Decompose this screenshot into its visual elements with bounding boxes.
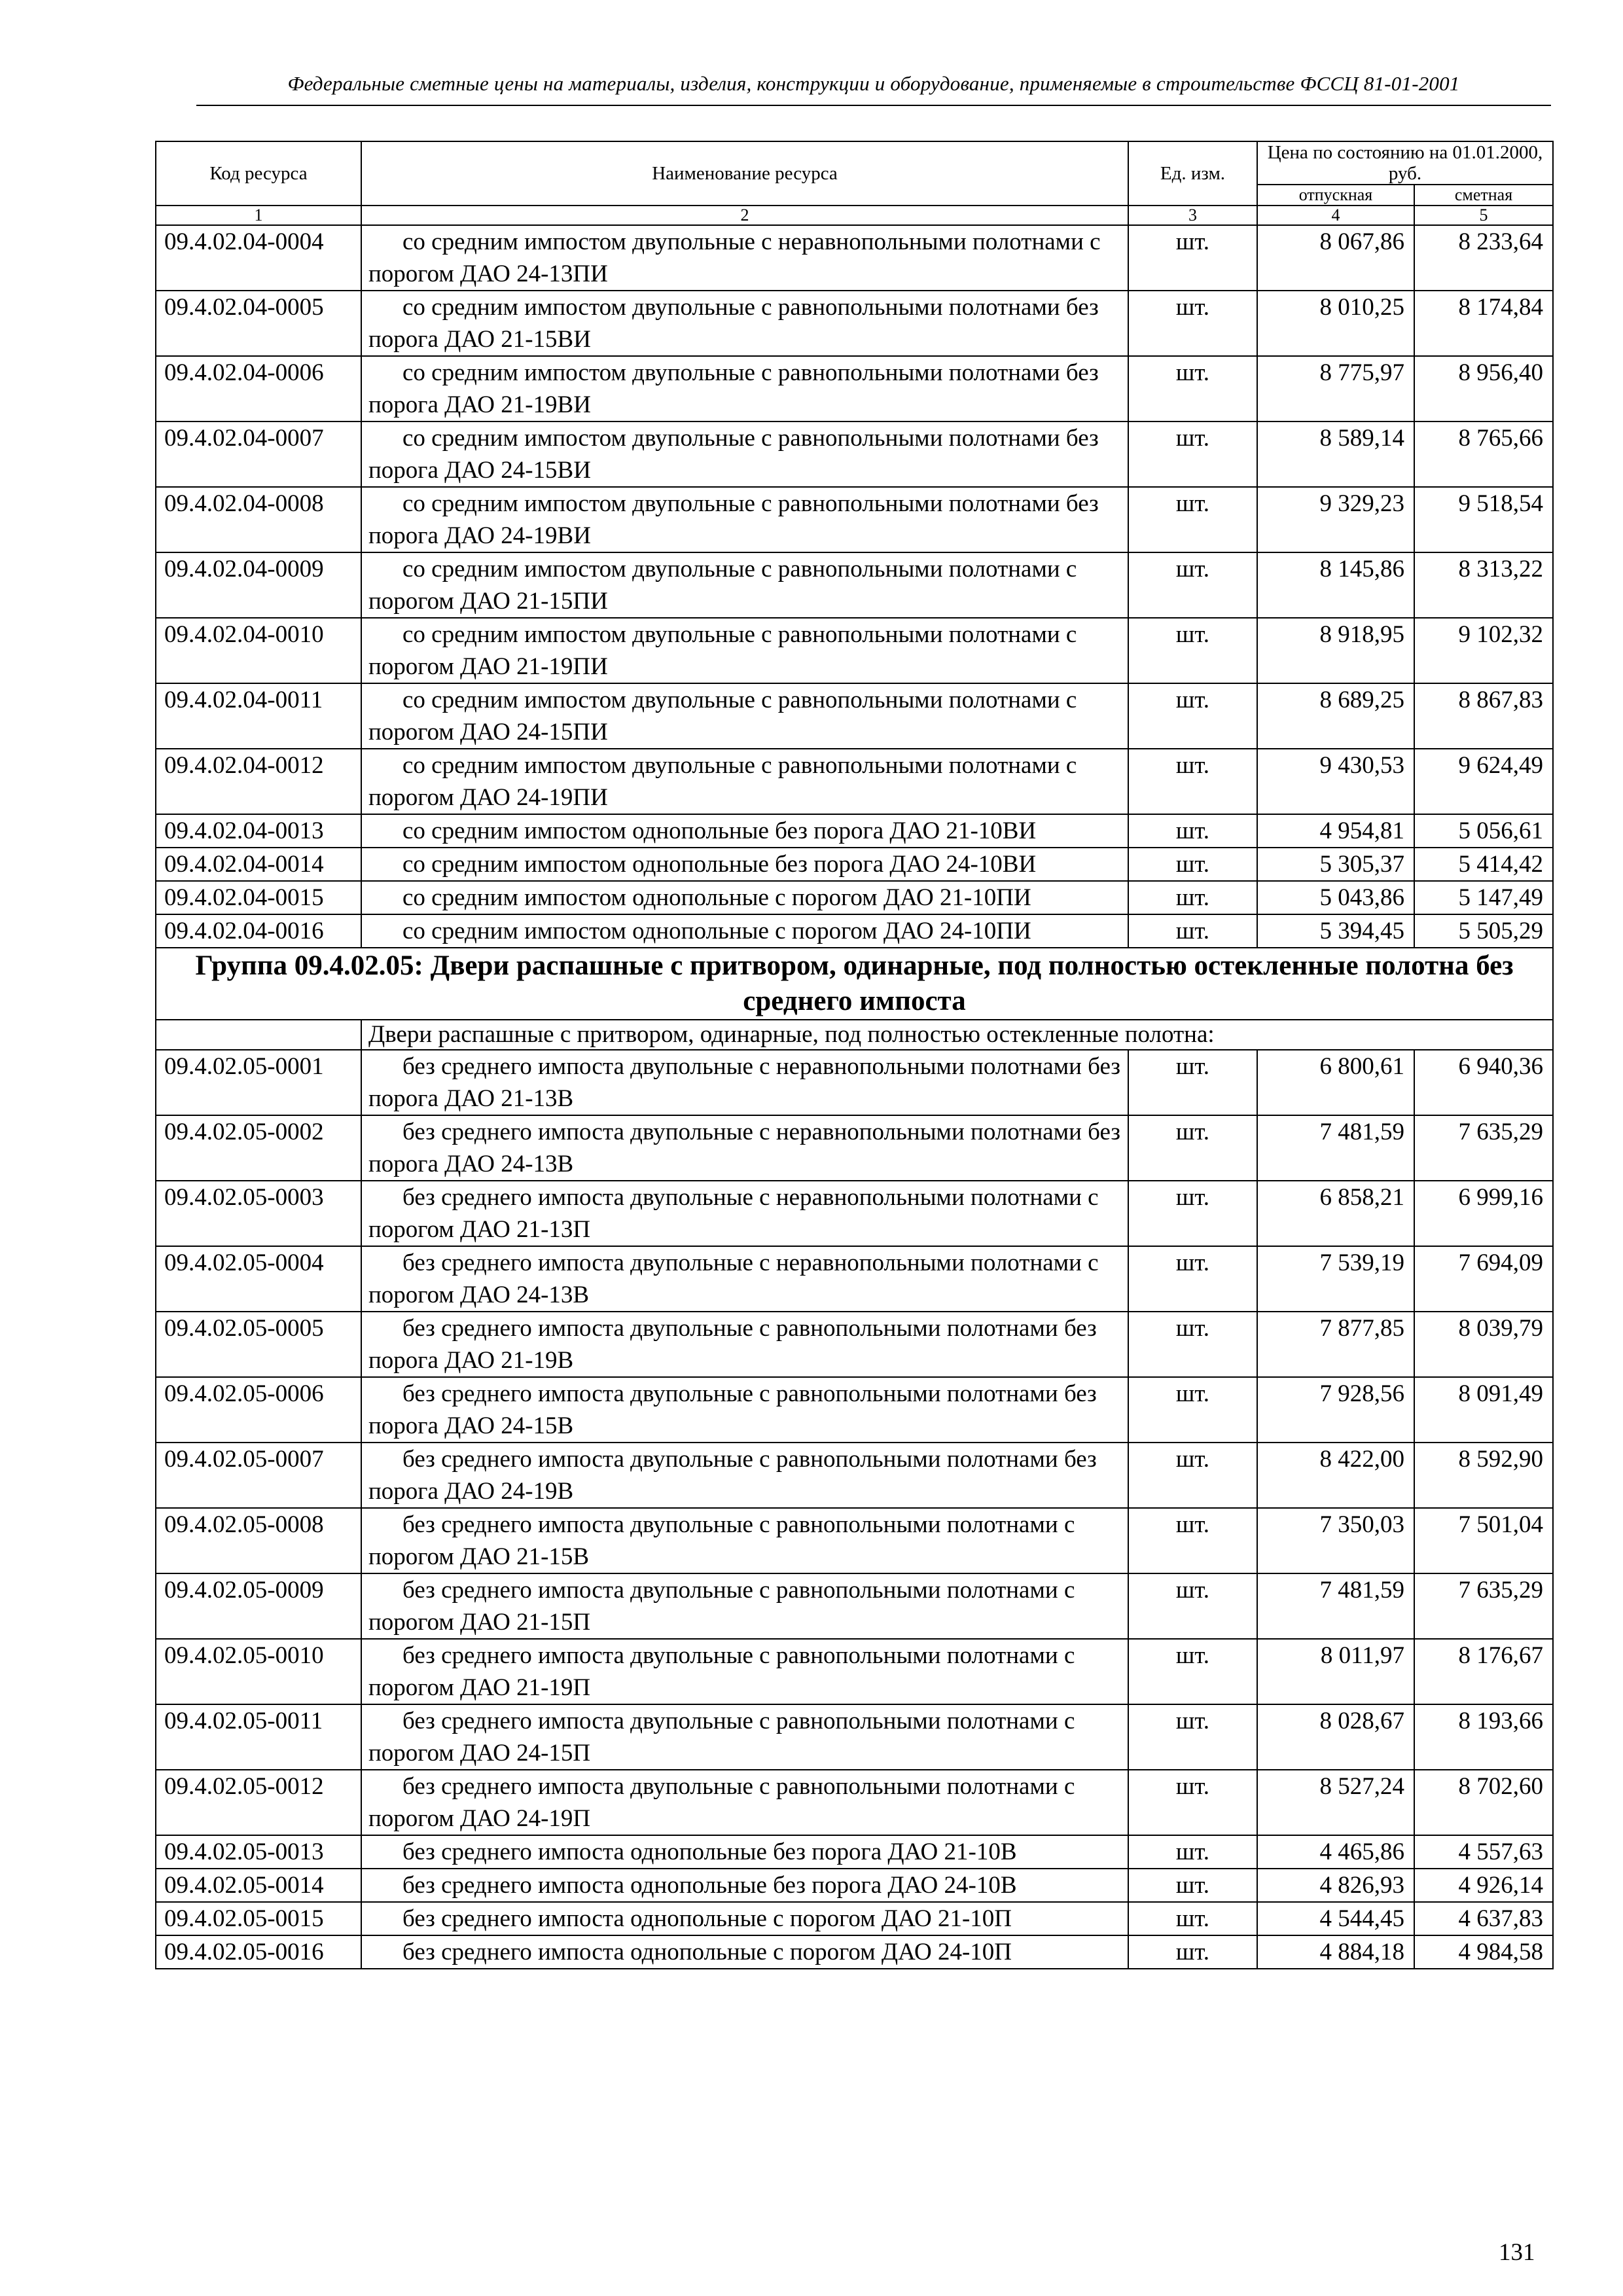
resource-code: 09.4.02.04-0005 [156,291,361,356]
resource-name-text: без среднего импоста двупольные с равнопольными полотнами без порога ДАО 24-15В [368,1380,1097,1439]
resource-name [361,814,1128,848]
unit-cell: шт. [1128,1443,1257,1508]
price-estimate: 8 765,66 [1414,422,1553,487]
header-code: Код ресурса [156,141,361,206]
resource-code: 09.4.02.04-0014 [156,848,361,881]
price-release: 6 800,61 [1257,1050,1414,1115]
resource-code: 09.4.02.05-0007 [156,1443,361,1508]
resource-name-text: без среднего импоста двупольные с равнопольными полотнами без порога ДАО 21-19В [368,1315,1097,1374]
unit-cell: шт. [1128,914,1257,948]
resource-code: 09.4.02.05-0005 [156,1312,361,1377]
resource-name-text: без среднего импоста двупольные с неравнопольными полотнами с порогом ДАО 21-13П [368,1184,1099,1243]
table-row [156,1835,1553,1869]
table-row [156,1935,1553,1969]
unit-cell: шт. [1128,1639,1257,1704]
table-row [156,683,1553,749]
table-row [156,1115,1553,1181]
resource-name-text: без среднего импоста однопольные без порога ДАО 21-10В [402,1839,1017,1865]
price-release: 6 858,21 [1257,1181,1414,1246]
resource-name-text: без среднего импоста двупольные с равнопольными полотнами с порогом ДАО 21-15П [368,1577,1075,1636]
resource-name [361,1312,1128,1377]
price-release: 7 928,56 [1257,1377,1414,1443]
price-estimate: 8 193,66 [1414,1704,1553,1770]
unit-cell: шт. [1128,422,1257,487]
resource-name-text: со средним импостом двупольные с равнопольными полотнами без порога ДАО 21-19ВИ [368,359,1099,418]
price-estimate: 8 956,40 [1414,356,1553,422]
resource-code: 09.4.02.05-0006 [156,1377,361,1443]
unit-cell: шт. [1128,1704,1257,1770]
unit-cell: шт. [1128,225,1257,291]
resource-name-text: со средним импостом двупольные с неравнопольными полотнами с порогом ДАО 24-13ПИ [368,228,1101,287]
resource-code: 09.4.02.04-0011 [156,683,361,749]
price-release: 5 394,45 [1257,914,1414,948]
price-estimate: 8 313,22 [1414,552,1553,618]
group-title: Группа 09.4.02.05: Двери распашные с притвором, одинарные, под полностью остекленные полотна без среднего импоста [156,948,1553,1020]
unit-cell: шт. [1128,1770,1257,1835]
table-row [156,291,1553,356]
resource-name-text: со средним импостом двупольные с равнопольными полотнами с порогом ДАО 21-19ПИ [368,621,1077,680]
price-estimate: 7 635,29 [1414,1573,1553,1639]
resource-name [361,914,1128,948]
table-row [156,1443,1553,1508]
table-row [156,1246,1553,1312]
subgroup-row [156,1020,1553,1050]
table-row [156,749,1553,814]
resource-code: 09.4.02.04-0010 [156,618,361,683]
resource-name-text: без среднего импоста двупольные с равнопольными полотнами с порогом ДАО 21-15В [368,1511,1075,1570]
page-number: 131 [1499,2239,1535,2266]
resource-name-text: со средним импостом двупольные с равнопольными полотнами с порогом ДАО 21-15ПИ [368,556,1077,615]
unit-cell: шт. [1128,1935,1257,1969]
table-row [156,1508,1553,1573]
resource-code: 09.4.02.05-0002 [156,1115,361,1181]
resource-name [361,1935,1128,1969]
price-estimate: 6 940,36 [1414,1050,1553,1115]
resource-name-text: без среднего импоста однопольные с порогом ДАО 24-10П [402,1939,1012,1965]
running-header: Федеральные сметные цены на материалы, изделия, конструкции и оборудование, применяемые в строительстве ФССЦ 81-01-2001 [287,72,1460,95]
resource-name [361,1115,1128,1181]
price-estimate: 8 867,83 [1414,683,1553,749]
unit-cell: шт. [1128,848,1257,881]
group-section [156,948,1553,1050]
price-release: 8 918,95 [1257,618,1414,683]
unit-cell: шт. [1128,487,1257,552]
resource-name-text: без среднего импоста двупольные с равнопольными полотнами с порогом ДАО 21-19П [368,1642,1075,1701]
resource-name [361,749,1128,814]
resource-name-text: со средним импостом двупольные с равнопольными полотнами с порогом ДАО 24-19ПИ [368,752,1077,811]
resource-name [361,422,1128,487]
header-rule [196,105,1551,106]
unit-cell: шт. [1128,1312,1257,1377]
price-estimate: 4 926,14 [1414,1869,1553,1902]
price-estimate: 8 176,67 [1414,1639,1553,1704]
resource-name-text: со средним импостом двупольные с равнопольными полотнами без порога ДАО 24-19ВИ [368,490,1099,549]
resource-name [361,1181,1128,1246]
price-estimate: 9 624,49 [1414,749,1553,814]
resource-name [361,1639,1128,1704]
table-row [156,1573,1553,1639]
table-row [156,225,1553,291]
table-row [156,487,1553,552]
price-estimate: 7 694,09 [1414,1246,1553,1312]
resource-name-text: без среднего импоста двупольные с неравнопольными полотнами без порога ДАО 24-13В [368,1119,1120,1177]
resource-name [361,225,1128,291]
column-numbers-row [156,206,1553,225]
header-price-release: отпускная [1257,185,1414,206]
unit-cell: шт. [1128,814,1257,848]
unit-cell: шт. [1128,1573,1257,1639]
table-row [156,848,1553,881]
table-row [156,881,1553,914]
resource-name-text: без среднего импоста однопольные без порога ДАО 24-10В [402,1872,1017,1899]
header-price: Цена по состоянию на 01.01.2000, руб. [1257,141,1553,185]
price-estimate: 5 056,61 [1414,814,1553,848]
table-header [156,141,1553,225]
resource-name [361,881,1128,914]
price-release: 7 539,19 [1257,1246,1414,1312]
price-release: 7 350,03 [1257,1508,1414,1573]
resource-code: 09.4.02.04-0013 [156,814,361,848]
price-estimate: 8 702,60 [1414,1770,1553,1835]
resource-code: 09.4.02.05-0009 [156,1573,361,1639]
resource-code: 09.4.02.05-0014 [156,1869,361,1902]
price-release: 4 465,86 [1257,1835,1414,1869]
price-release: 4 884,18 [1257,1935,1414,1969]
resource-name [361,1704,1128,1770]
price-release: 8 775,97 [1257,356,1414,422]
resource-name [361,848,1128,881]
subgroup-empty-cell [156,1020,361,1050]
unit-cell: шт. [1128,1050,1257,1115]
resource-code: 09.4.02.04-0006 [156,356,361,422]
unit-cell: шт. [1128,1835,1257,1869]
unit-cell: шт. [1128,618,1257,683]
unit-cell: шт. [1128,1181,1257,1246]
column-number: 1 [156,206,361,225]
unit-cell: шт. [1128,1902,1257,1935]
price-estimate: 8 174,84 [1414,291,1553,356]
unit-cell: шт. [1128,1508,1257,1573]
resource-code: 09.4.02.05-0016 [156,1935,361,1969]
resource-name-text: со средним импостом однопольные без порога ДАО 24-10ВИ [402,851,1037,878]
subgroup-title: Двери распашные с притвором, одинарные, под полностью остекленные полотна: [361,1020,1553,1050]
column-number: 4 [1257,206,1414,225]
price-release: 8 527,24 [1257,1770,1414,1835]
price-release: 8 689,25 [1257,683,1414,749]
table-row [156,552,1553,618]
group-row [156,948,1553,1020]
price-estimate: 5 147,49 [1414,881,1553,914]
table-row [156,356,1553,422]
price-estimate: 5 414,42 [1414,848,1553,881]
resource-name [361,1770,1128,1835]
price-release: 8 589,14 [1257,422,1414,487]
resource-code: 09.4.02.05-0011 [156,1704,361,1770]
table-row [156,814,1553,848]
price-release: 4 954,81 [1257,814,1414,848]
price-release: 4 826,93 [1257,1869,1414,1902]
price-release: 5 043,86 [1257,881,1414,914]
price-release: 8 010,25 [1257,291,1414,356]
resource-name [361,487,1128,552]
resource-name [361,552,1128,618]
resource-name [361,1902,1128,1935]
table-row [156,1704,1553,1770]
resource-name [361,1377,1128,1443]
resource-name-text: со средним импостом однопольные с порогом ДАО 24-10ПИ [402,918,1031,944]
price-release: 8 011,97 [1257,1639,1414,1704]
unit-cell: шт. [1128,1246,1257,1312]
table-row [156,1869,1553,1902]
price-release: 4 544,45 [1257,1902,1414,1935]
table-body-top [156,225,1553,948]
resource-code: 09.4.02.05-0003 [156,1181,361,1246]
table-row [156,914,1553,948]
resource-name-text: без среднего импоста двупольные с равнопольными полотнами с порогом ДАО 24-19П [368,1773,1075,1832]
price-release: 9 430,53 [1257,749,1414,814]
resource-code: 09.4.02.04-0004 [156,225,361,291]
unit-cell: шт. [1128,356,1257,422]
resource-name [361,356,1128,422]
table-row [156,1377,1553,1443]
table-row [156,1639,1553,1704]
price-estimate: 7 501,04 [1414,1508,1553,1573]
unit-cell: шт. [1128,291,1257,356]
resource-code: 09.4.02.05-0004 [156,1246,361,1312]
price-estimate: 5 505,29 [1414,914,1553,948]
resource-name-text: со средним импостом однопольные с порогом ДАО 21-10ПИ [402,884,1031,911]
price-release: 9 329,23 [1257,487,1414,552]
resource-name [361,1573,1128,1639]
price-release: 7 877,85 [1257,1312,1414,1377]
resource-code: 09.4.02.05-0015 [156,1902,361,1935]
resource-name-text: со средним импостом двупольные с равнопольными полотнами без порога ДАО 24-15ВИ [368,425,1099,484]
unit-cell: шт. [1128,1115,1257,1181]
table-body-bottom [156,1050,1553,1969]
resource-code: 09.4.02.04-0008 [156,487,361,552]
column-number: 3 [1128,206,1257,225]
resource-code: 09.4.02.04-0015 [156,881,361,914]
column-number: 2 [361,206,1128,225]
resource-name-text: со средним импостом однопольные без порога ДАО 21-10ВИ [402,817,1037,844]
table-row [156,1050,1553,1115]
price-release: 8 422,00 [1257,1443,1414,1508]
price-release: 5 305,37 [1257,848,1414,881]
price-estimate: 6 999,16 [1414,1181,1553,1246]
price-estimate: 9 518,54 [1414,487,1553,552]
resource-name-text: со средним импостом двупольные с равнопольными полотнами без порога ДАО 21-15ВИ [368,294,1099,353]
price-estimate: 7 635,29 [1414,1115,1553,1181]
price-estimate: 4 637,83 [1414,1902,1553,1935]
table-header-row [156,141,1553,185]
unit-cell: шт. [1128,749,1257,814]
price-estimate: 4 557,63 [1414,1835,1553,1869]
price-estimate: 8 039,79 [1414,1312,1553,1377]
resource-name [361,618,1128,683]
price-release: 7 481,59 [1257,1573,1414,1639]
resource-name-text: со средним импостом двупольные с равнопольными полотнами с порогом ДАО 24-15ПИ [368,687,1077,745]
resource-name [361,683,1128,749]
resource-name [361,1246,1128,1312]
resource-name [361,1869,1128,1902]
resource-name [361,1835,1128,1869]
resource-name-text: без среднего импоста двупольные с неравнопольными полотнами с порогом ДАО 24-13В [368,1249,1099,1308]
header-unit: Ед. изм. [1128,141,1257,206]
column-number: 5 [1414,206,1553,225]
price-estimate: 9 102,32 [1414,618,1553,683]
resource-code: 09.4.02.05-0008 [156,1508,361,1573]
resource-code: 09.4.02.05-0013 [156,1835,361,1869]
unit-cell: шт. [1128,881,1257,914]
resource-code: 09.4.02.04-0009 [156,552,361,618]
price-table [155,141,1554,1969]
resource-name-text: без среднего импоста двупольные с равнопольными полотнами без порога ДАО 24-19В [368,1446,1097,1505]
table-row [156,1181,1553,1246]
resource-name-text: без среднего импоста однопольные с порогом ДАО 21-10П [402,1905,1012,1932]
resource-code: 09.4.02.04-0012 [156,749,361,814]
resource-code: 09.4.02.05-0001 [156,1050,361,1115]
header-price-estimate: сметная [1414,185,1553,206]
resource-name [361,1050,1128,1115]
table-row [156,618,1553,683]
resource-name-text: без среднего импоста двупольные с равнопольными полотнами с порогом ДАО 24-15П [368,1708,1075,1767]
price-estimate: 4 984,58 [1414,1935,1553,1969]
price-release: 8 028,67 [1257,1704,1414,1770]
unit-cell: шт. [1128,1869,1257,1902]
table-row [156,1312,1553,1377]
table-row [156,1902,1553,1935]
price-estimate: 8 233,64 [1414,225,1553,291]
unit-cell: шт. [1128,1377,1257,1443]
price-release: 7 481,59 [1257,1115,1414,1181]
resource-name [361,291,1128,356]
unit-cell: шт. [1128,683,1257,749]
resource-code: 09.4.02.04-0007 [156,422,361,487]
resource-code: 09.4.02.05-0010 [156,1639,361,1704]
unit-cell: шт. [1128,552,1257,618]
price-release: 8 145,86 [1257,552,1414,618]
table-row [156,422,1553,487]
price-release: 8 067,86 [1257,225,1414,291]
resource-name-text: без среднего импоста двупольные с неравнопольными полотнами без порога ДАО 21-13В [368,1053,1120,1112]
resource-name [361,1508,1128,1573]
resource-code: 09.4.02.05-0012 [156,1770,361,1835]
resource-name [361,1443,1128,1508]
price-estimate: 8 091,49 [1414,1377,1553,1443]
table-row [156,1770,1553,1835]
header-name: Наименование ресурса [361,141,1128,206]
price-estimate: 8 592,90 [1414,1443,1553,1508]
resource-code: 09.4.02.04-0016 [156,914,361,948]
